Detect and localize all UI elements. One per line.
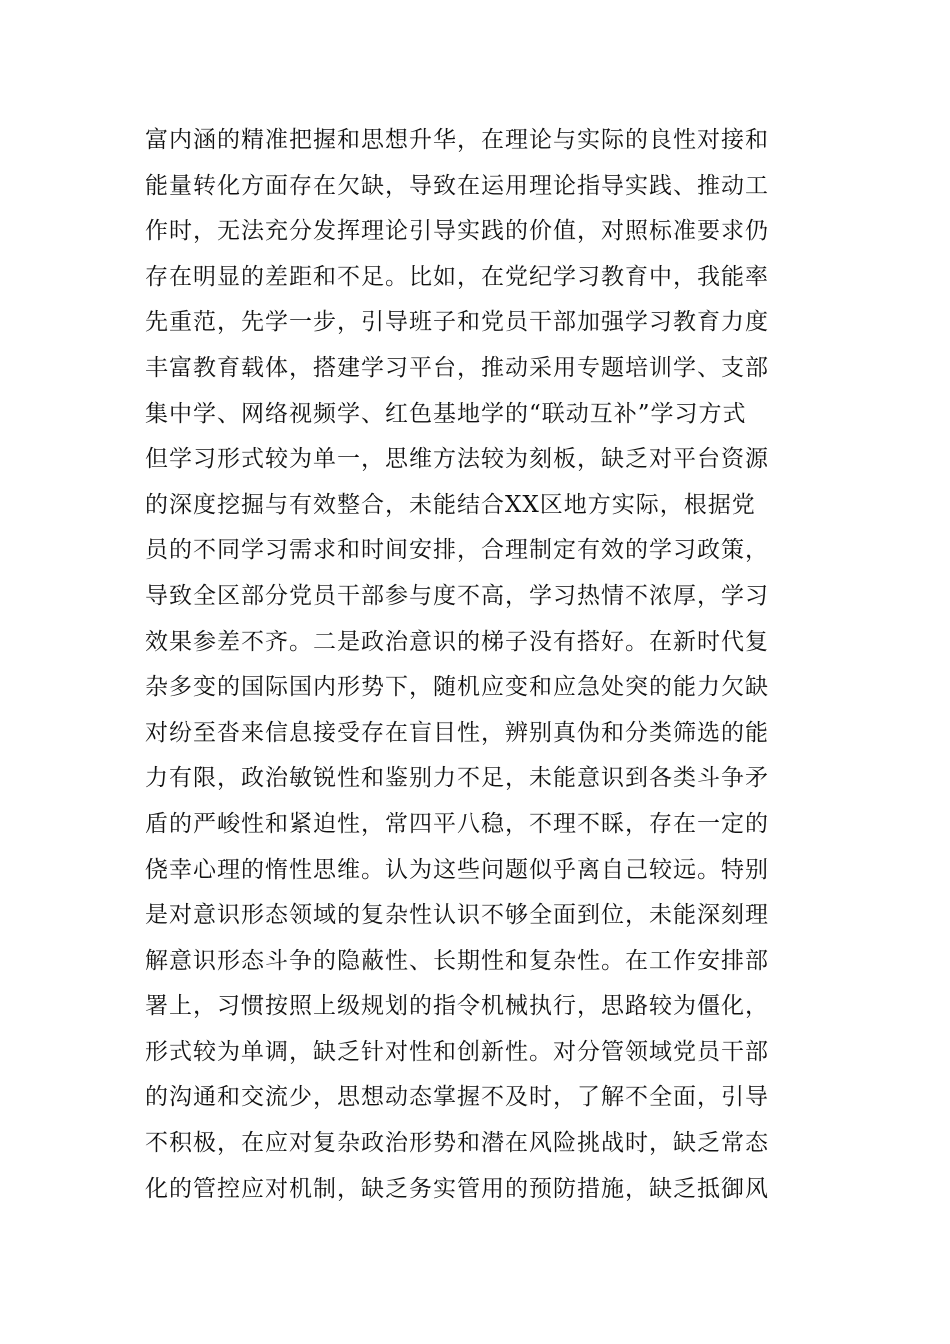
text-line: 先重范，先学一步，引导班子和党员干部加强学习教育力度 (145, 309, 769, 336)
text-line: 存在明显的差距和不足。比如，在党纪学习教育中，我能率 (145, 263, 769, 290)
text-line: 但学习形式较为单一，思维方法较为刻板，缺乏对平台资源 (145, 446, 769, 473)
text-line: 力有限，政治敏锐性和鉴别力不足，未能意识到各类斗争矛 (145, 765, 769, 792)
text-line: 侥幸心理的惰性思维。认为这些问题似乎离自己较远。特别 (145, 856, 769, 883)
text-line: 的沟通和交流少，思想动态掌握不及时，了解不全面，引导 (145, 1084, 769, 1111)
text-line: 集中学、网络视频学、红色基地学的“联动互补”学习方式 (145, 400, 747, 427)
text-line: 能量转化方面存在欠缺，导致在运用理论指导实践、推动工 (145, 172, 769, 199)
text-line: 署上，习惯按照上级规划的指令机械执行，思路较为僵化， (145, 993, 769, 1020)
text-line: 的深度挖掘与有效整合，未能结合XX区地方实际，根据党 (145, 491, 756, 518)
text-line: 效果参差不齐。二是政治意识的梯子没有搭好。在新时代复 (145, 628, 769, 655)
text-line: 盾的严峻性和紧迫性，常四平八稳，不理不睬，存在一定的 (145, 810, 769, 837)
text-line: 作时，无法充分发挥理论引导实践的价值，对照标准要求仍 (145, 218, 769, 245)
text-line: 化的管控应对机制，缺乏务实管用的预防措施，缺乏抵御风 (145, 1175, 769, 1202)
text-line: 丰富教育载体，搭建学习平台，推动采用专题培训学、支部 (145, 354, 769, 381)
text-line: 员的不同学习需求和时间安排，合理制定有效的学习政策， (145, 537, 769, 564)
text-line: 对纷至沓来信息接受存在盲目性，辨别真伪和分类筛选的能 (145, 719, 769, 746)
text-line: 导致全区部分党员干部参与度不高，学习热情不浓厚，学习 (145, 582, 769, 609)
text-line: 不积极，在应对复杂政治形势和潜在风险挑战时，缺乏常态 (145, 1130, 769, 1157)
text-line: 解意识形态斗争的隐蔽性、长期性和复杂性。在工作安排部 (145, 947, 769, 974)
text-line: 杂多变的国际国内形势下，随机应变和应急处突的能力欠缺 (145, 674, 769, 701)
text-line: 是对意识形态领域的复杂性认识不够全面到位，未能深刻理 (145, 902, 769, 929)
text-line: 形式较为单调，缺乏针对性和创新性。对分管领域党员干部 (145, 1038, 769, 1065)
text-line: 富内涵的精准把握和思想升华，在理论与实际的良性对接和 (145, 127, 769, 153)
body-text (145, 118, 825, 1212)
